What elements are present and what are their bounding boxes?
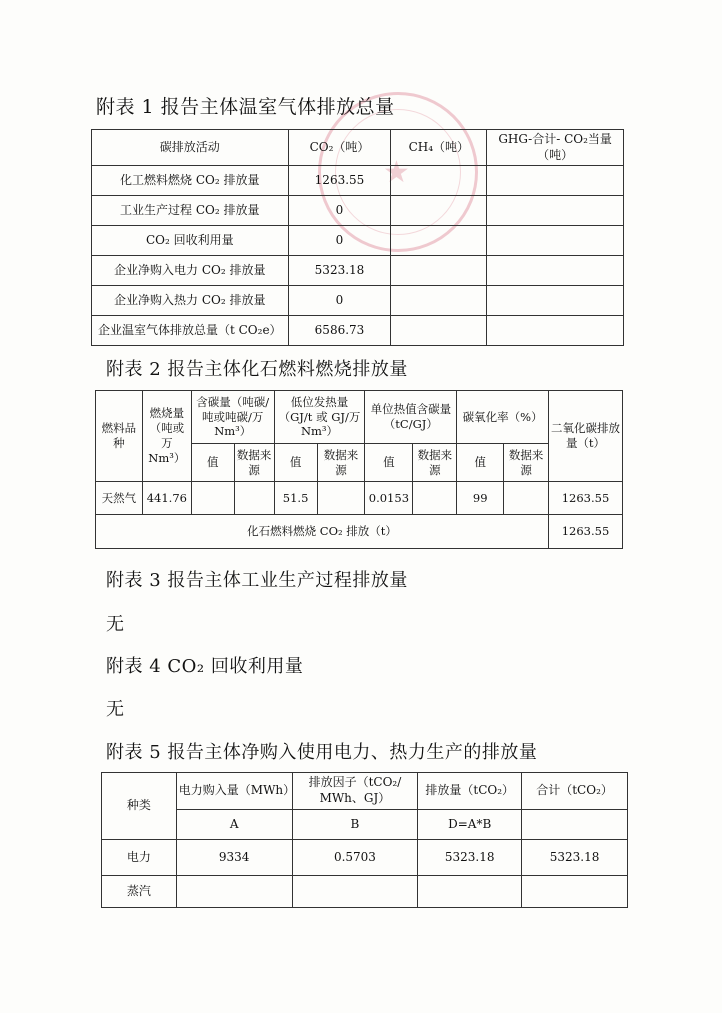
carbon-value-cell <box>191 482 234 515</box>
table-header-row <box>102 773 628 810</box>
ch4-value <box>391 166 487 196</box>
table-row <box>96 482 623 515</box>
seal-star-icon: ★ <box>383 155 410 190</box>
oxidation-value-cell: 99 <box>457 482 504 515</box>
cph-source-cell <box>413 482 457 515</box>
value-subheader: 值 <box>274 444 317 482</box>
total-header: 合计（tCO₂） <box>522 773 628 810</box>
table-row <box>102 876 628 908</box>
total-value: 1263.55 <box>549 515 623 549</box>
heat-value-header: 低位发热量（GJ/t 或 GJ/万 Nm³） <box>274 391 365 444</box>
emission-cell <box>418 876 522 908</box>
co2-header: 二氧化碳排放量（t） <box>549 391 623 482</box>
total-label: 化石燃料燃烧 CO₂ 排放（t） <box>96 515 549 549</box>
co2-value: 0 <box>288 226 391 256</box>
total-cell <box>522 876 628 908</box>
carbon-source-cell <box>234 482 274 515</box>
emission-header: 排放量（tCO₂） <box>418 773 522 810</box>
factor-cell <box>292 876 418 908</box>
co2-value: 5323.18 <box>288 256 391 286</box>
table5-title: 附表 5 报告主体净购入使用电力、热力生产的排放量 <box>106 742 538 763</box>
table1-title: 附表 1 报告主体温室气体排放总量 <box>96 96 395 118</box>
section4-title: 附表 4 CO₂ 回收利用量 <box>106 656 304 677</box>
row-label: CO₂ 回收利用量 <box>92 226 289 256</box>
row-label: 化工燃料燃烧 CO₂ 排放量 <box>92 166 289 196</box>
ghg-value <box>487 226 624 256</box>
purchase-cell: 9334 <box>176 840 292 876</box>
type-cell: 电力 <box>102 840 177 876</box>
table-row <box>92 226 624 256</box>
value-subheader: 值 <box>191 444 234 482</box>
table-row <box>92 196 624 226</box>
ch4-value <box>391 196 487 226</box>
fossil-fuel-table <box>95 390 623 549</box>
ch4-value <box>391 286 487 316</box>
purchase-cell <box>176 876 292 908</box>
table-row <box>92 166 624 196</box>
source-subheader: 数据来源 <box>413 444 457 482</box>
ghg-value <box>487 256 624 286</box>
total-cell: 5323.18 <box>522 840 628 876</box>
factor-header: 排放因子（tCO₂/ MWh、GJ） <box>292 773 418 810</box>
purchased-energy-table <box>101 772 628 908</box>
carbon-per-heat-header: 单位热值含碳量（tC/GJ） <box>365 391 457 444</box>
fuel-cell: 天然气 <box>96 482 143 515</box>
co2-value: 0 <box>288 196 391 226</box>
row-label: 工业生产过程 CO₂ 排放量 <box>92 196 289 226</box>
table-total-row <box>96 515 623 549</box>
table-header-row <box>92 130 624 166</box>
factor-cell: 0.5703 <box>292 840 418 876</box>
cph-value-cell: 0.0153 <box>365 482 413 515</box>
table2-title: 附表 2 报告主体化石燃料燃烧排放量 <box>106 359 408 380</box>
source-subheader: 数据来源 <box>504 444 549 482</box>
consumption-cell: 441.76 <box>142 482 191 515</box>
section3-title: 附表 3 报告主体工业生产过程排放量 <box>106 570 408 591</box>
formula-cell <box>522 810 628 840</box>
formula-cell: A <box>176 810 292 840</box>
carbon-content-header: 含碳量（吨碳/吨或吨碳/万 Nm³） <box>191 391 274 444</box>
section4-content: 无 <box>106 699 124 720</box>
header-cell: GHG-合计- CO₂当量（吨） <box>487 130 624 166</box>
source-subheader: 数据来源 <box>317 444 365 482</box>
formula-cell: D=A*B <box>418 810 522 840</box>
row-label: 企业净购入电力 CO₂ 排放量 <box>92 256 289 286</box>
co2-value: 6586.73 <box>288 316 391 346</box>
oxidation-source-cell <box>504 482 549 515</box>
heat-source-cell <box>317 482 365 515</box>
header-cell: 碳排放活动 <box>92 130 289 166</box>
ch4-value <box>391 256 487 286</box>
value-subheader: 值 <box>365 444 413 482</box>
emission-cell: 5323.18 <box>418 840 522 876</box>
source-subheader: 数据来源 <box>234 444 274 482</box>
co2-value: 0 <box>288 286 391 316</box>
type-cell: 蒸汽 <box>102 876 177 908</box>
header-cell: CO₂（吨） <box>288 130 391 166</box>
table-row <box>102 840 628 876</box>
co2-cell: 1263.55 <box>549 482 623 515</box>
ch4-value <box>391 316 487 346</box>
formula-row <box>102 810 628 840</box>
header-cell: CH₄（吨） <box>391 130 487 166</box>
ghg-value <box>487 316 624 346</box>
co2-value: 1263.55 <box>288 166 391 196</box>
oxidation-header: 碳氧化率（%） <box>457 391 549 444</box>
ghg-value <box>487 286 624 316</box>
purchase-header: 电力购入量（MWh） <box>176 773 292 810</box>
formula-cell: B <box>292 810 418 840</box>
fuel-type-header: 燃料品种 <box>96 391 143 482</box>
row-label: 企业温室气体排放总量（t CO₂e） <box>92 316 289 346</box>
ghg-value <box>487 196 624 226</box>
table-row <box>92 256 624 286</box>
consumption-header: 燃烧量（吨或万 Nm³） <box>142 391 191 482</box>
ghg-total-table <box>91 129 624 346</box>
type-header: 种类 <box>102 773 177 840</box>
row-label: 企业净购入热力 CO₂ 排放量 <box>92 286 289 316</box>
table-row <box>92 316 624 346</box>
ghg-value <box>487 166 624 196</box>
table-row <box>92 286 624 316</box>
table-header-row <box>96 391 623 444</box>
ch4-value <box>391 226 487 256</box>
heat-value-cell: 51.5 <box>274 482 317 515</box>
value-subheader: 值 <box>457 444 504 482</box>
section3-content: 无 <box>106 614 124 635</box>
